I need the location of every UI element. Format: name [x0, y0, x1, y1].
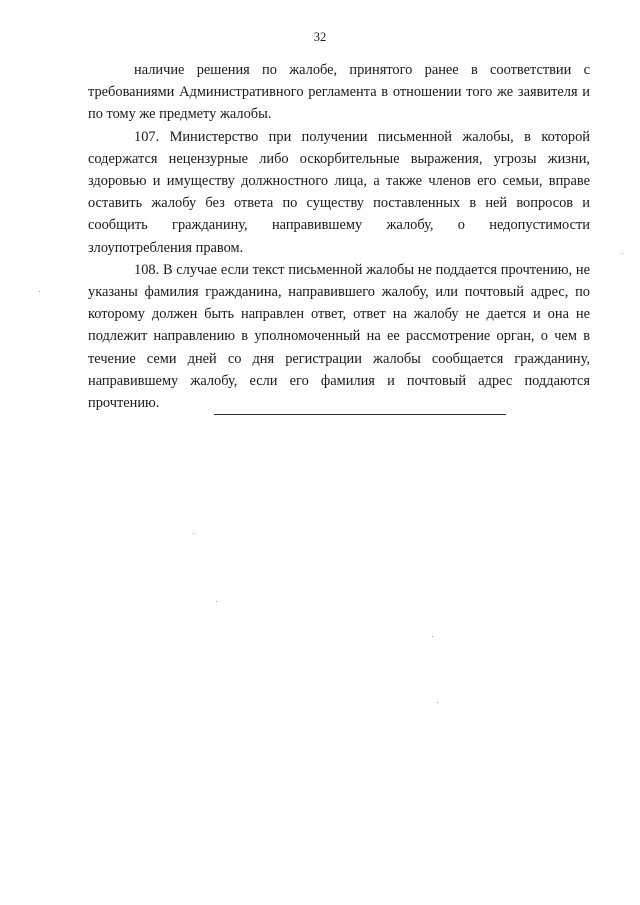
paragraph-107: 107. Министерство при получении письменной жалобы, в которой содержатся нецензурные либо оскорбительные выражения, угрозы жизни, здоровью и имуществу должностного лица, а также членов его семьи, вправе оставить жалобу без ответа по существу поставленных в ней вопросов и сообщить гражданину, направившему жалобу, о недопустимости злоупотребления правом.: [88, 128, 590, 256]
scan-speck: [437, 702, 438, 703]
document-body: [88, 59, 590, 414]
paragraph-108: 108. В случае если текст письменной жалобы не поддается прочтению, не указаны фамилия гражданина, направившего жалобу, или почтовый адрес, по которому должен быть направлен ответ, ответ на жалобу не дается и она не подлежит направлению в уполномоченный на ее рассмотрение орган, о чем в течение семи дней со дня регистрации жалобы сообщается гражданину, направившему жалобу, если его фамилия и почтовый адрес поддаются прочтению.: [88, 261, 590, 412]
scan-speck: [622, 253, 623, 254]
scan-speck: [432, 636, 433, 637]
scan-speck: [216, 601, 217, 602]
page-number: 32: [313, 30, 327, 44]
scan-speck: [39, 291, 40, 292]
scan-speck: [193, 533, 194, 534]
paragraph-continuation: наличие решения по жалобе, принятого ранее в соответствии с требованиями Административного регламента в отношении того же заявителя и по тому же предмету жалобы.: [88, 62, 590, 123]
end-separator-line: [214, 414, 506, 415]
